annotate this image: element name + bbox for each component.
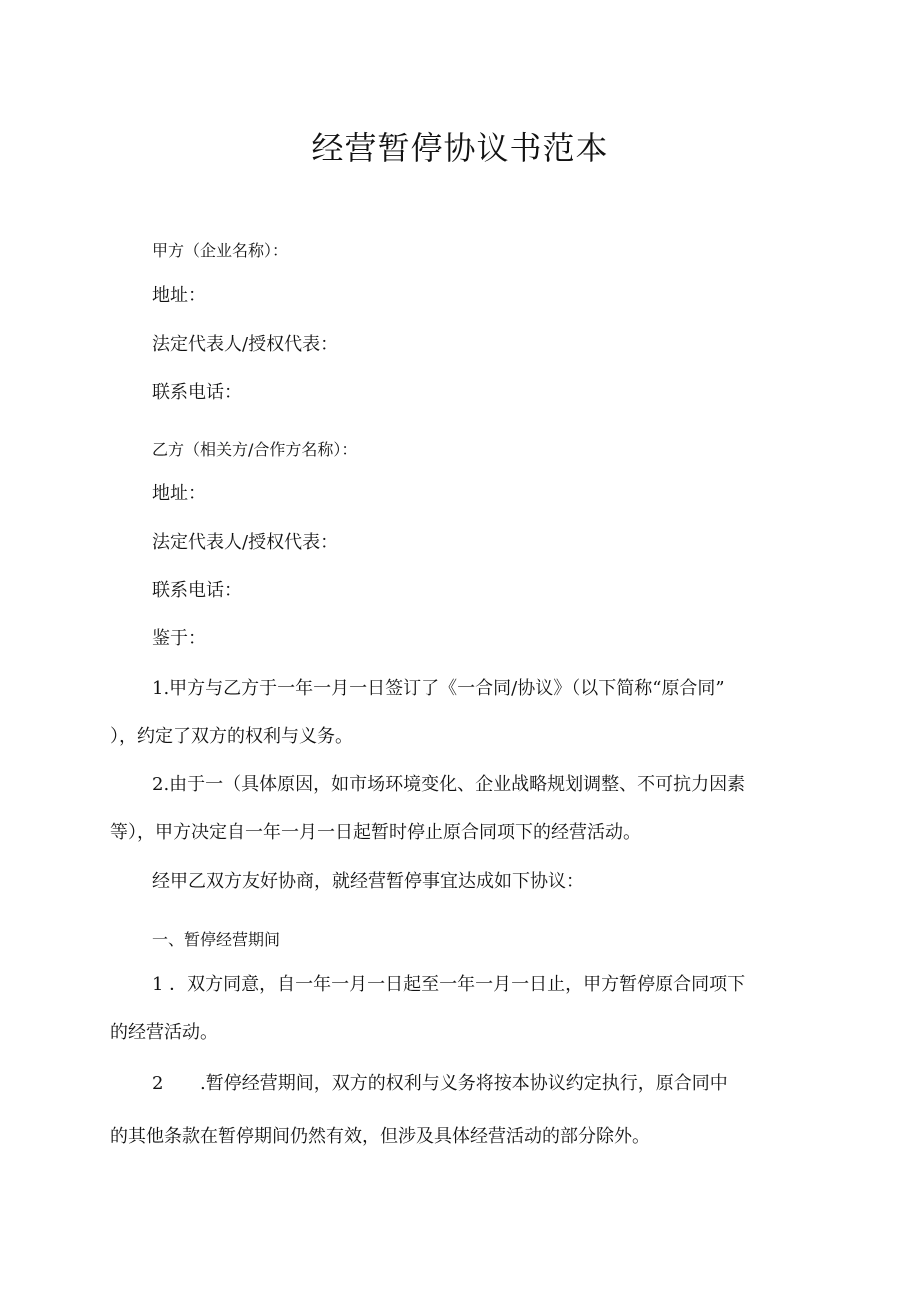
section-1-clause-2-number: 2 <box>152 1073 164 1094</box>
whereas-item-1-line-2: ），约定了双方的权利与义务。 <box>110 726 353 747</box>
section-1-clause-1-line-1: 1 ．双方同意，自一年一月一日起至一年一月一日止，甲方暂停原合同项下 <box>152 974 746 995</box>
whereas-item-2-line-1: 2.由于一（具体原因，如市场环境变化、企业战略规划调整、不可抗力因素 <box>152 774 746 795</box>
party-a-heading: 甲方（企业名称）： <box>152 241 289 260</box>
whereas-item-1-line-1: 1.甲方与乙方于一年一月一日签订了《一合同/协议》（以下简称“原合同” <box>152 678 725 699</box>
party-b-heading: 乙方（相关方/合作方名称）： <box>152 440 358 459</box>
whereas-label: 鉴于： <box>152 628 206 649</box>
section-1-clause-1-line-2: 的经营活动。 <box>110 1022 218 1043</box>
section-1-clause-2-line-1: .暂停经营期间，双方的权利与义务将按本协议约定执行，原合同中 <box>200 1073 728 1094</box>
document-title: 经营暂停协议书范本 <box>311 129 609 167</box>
whereas-item-2-line-2: 等），甲方决定自一年一月一日起暂时停止原合同项下的经营活动。 <box>110 822 641 843</box>
party-a-representative: 法定代表人/授权代表： <box>152 334 339 355</box>
agreement-intro: 经甲乙双方友好协商，就经营暂停事宜达成如下协议： <box>152 871 584 892</box>
party-a-phone: 联系电话： <box>152 382 242 403</box>
section-1-heading: 一、暂停经营期间 <box>152 930 281 949</box>
party-b-address: 地址： <box>152 483 206 504</box>
party-a-address: 地址： <box>152 285 206 306</box>
section-1-clause-2-line-2: 的其他条款在暂停期间仍然有效，但涉及具体经营活动的部分除外。 <box>110 1126 650 1147</box>
party-b-phone: 联系电话： <box>152 580 242 601</box>
party-b-representative: 法定代表人/授权代表： <box>152 532 339 553</box>
